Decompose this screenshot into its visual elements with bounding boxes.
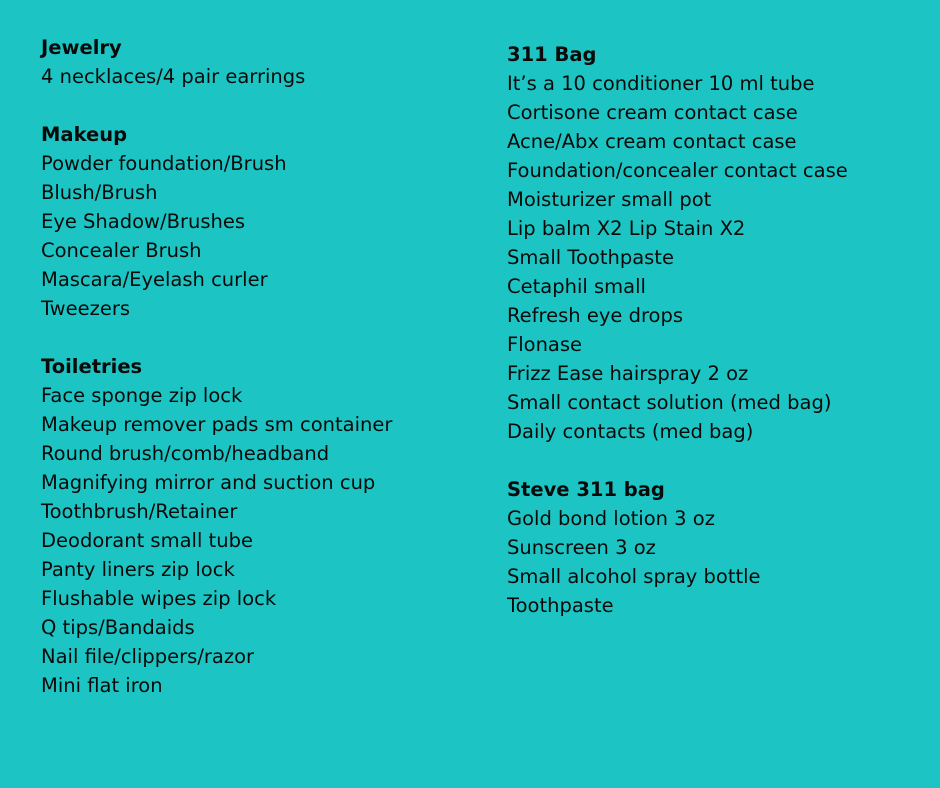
- section-title: Toiletries: [41, 355, 143, 378]
- list-item: Small Toothpaste: [507, 246, 674, 269]
- list-item: Makeup remover pads sm container: [41, 413, 393, 436]
- left-column: [41, 33, 481, 729]
- list-item: Lip balm X2 Lip Stain X2: [507, 217, 746, 240]
- list-item: Flushable wipes zip lock: [41, 587, 277, 610]
- list-item: Mini flat iron: [41, 674, 163, 697]
- 311-bag-section: [507, 40, 927, 446]
- list-item: Gold bond lotion 3 oz: [507, 507, 715, 530]
- list-item: Tweezers: [41, 297, 131, 320]
- list-item: Magnifying mirror and suction cup: [41, 471, 376, 494]
- list-item: 4 necklaces/4 pair earrings: [41, 65, 306, 88]
- list-item: Q tips/Bandaids: [41, 616, 195, 639]
- list-item: Concealer Brush: [41, 239, 202, 262]
- section-title: Steve 311 bag: [507, 478, 665, 501]
- list-item: Cetaphil small: [507, 275, 646, 298]
- list-item: Mascara/Eyelash curler: [41, 268, 268, 291]
- list-item: Powder foundation/Brush: [41, 152, 287, 175]
- list-item: Flonase: [507, 333, 583, 356]
- list-item: Small contact solution (med bag): [507, 391, 832, 414]
- section-title: Makeup: [41, 123, 128, 146]
- list-item: Toothbrush/Retainer: [41, 500, 238, 523]
- list-item: Frizz Ease hairspray 2 oz: [507, 362, 749, 385]
- list-item: Panty liners zip lock: [41, 558, 235, 581]
- list-item: Deodorant small tube: [41, 529, 253, 552]
- list-item: Foundation/concealer contact case: [507, 159, 848, 182]
- list-item: Small alcohol spray bottle: [507, 565, 761, 588]
- list-item: Round brush/comb/headband: [41, 442, 330, 465]
- list-item: Sunscreen 3 oz: [507, 536, 656, 559]
- makeup-section: [41, 120, 481, 323]
- section-title: 311 Bag: [507, 43, 597, 66]
- list-item: Acne/Abx cream contact case: [507, 130, 797, 153]
- steve-311-bag-section: [507, 475, 927, 620]
- list-item: Refresh eye drops: [507, 304, 684, 327]
- section-title: Jewelry: [41, 36, 122, 59]
- toiletries-section: [41, 352, 481, 700]
- list-item: It’s a 10 conditioner 10 ml tube: [507, 72, 815, 95]
- jewelry-section: [41, 33, 481, 91]
- list-item: Toothpaste: [507, 594, 614, 617]
- right-column: [507, 40, 927, 649]
- list-item: Eye Shadow/Brushes: [41, 210, 245, 233]
- list-item: Cortisone cream contact case: [507, 101, 798, 124]
- list-item: Face sponge zip lock: [41, 384, 243, 407]
- list-item: Moisturizer small pot: [507, 188, 712, 211]
- list-item: Daily contacts (med bag): [507, 420, 754, 443]
- list-item: Nail file/clippers/razor: [41, 645, 255, 668]
- list-item: Blush/Brush: [41, 181, 158, 204]
